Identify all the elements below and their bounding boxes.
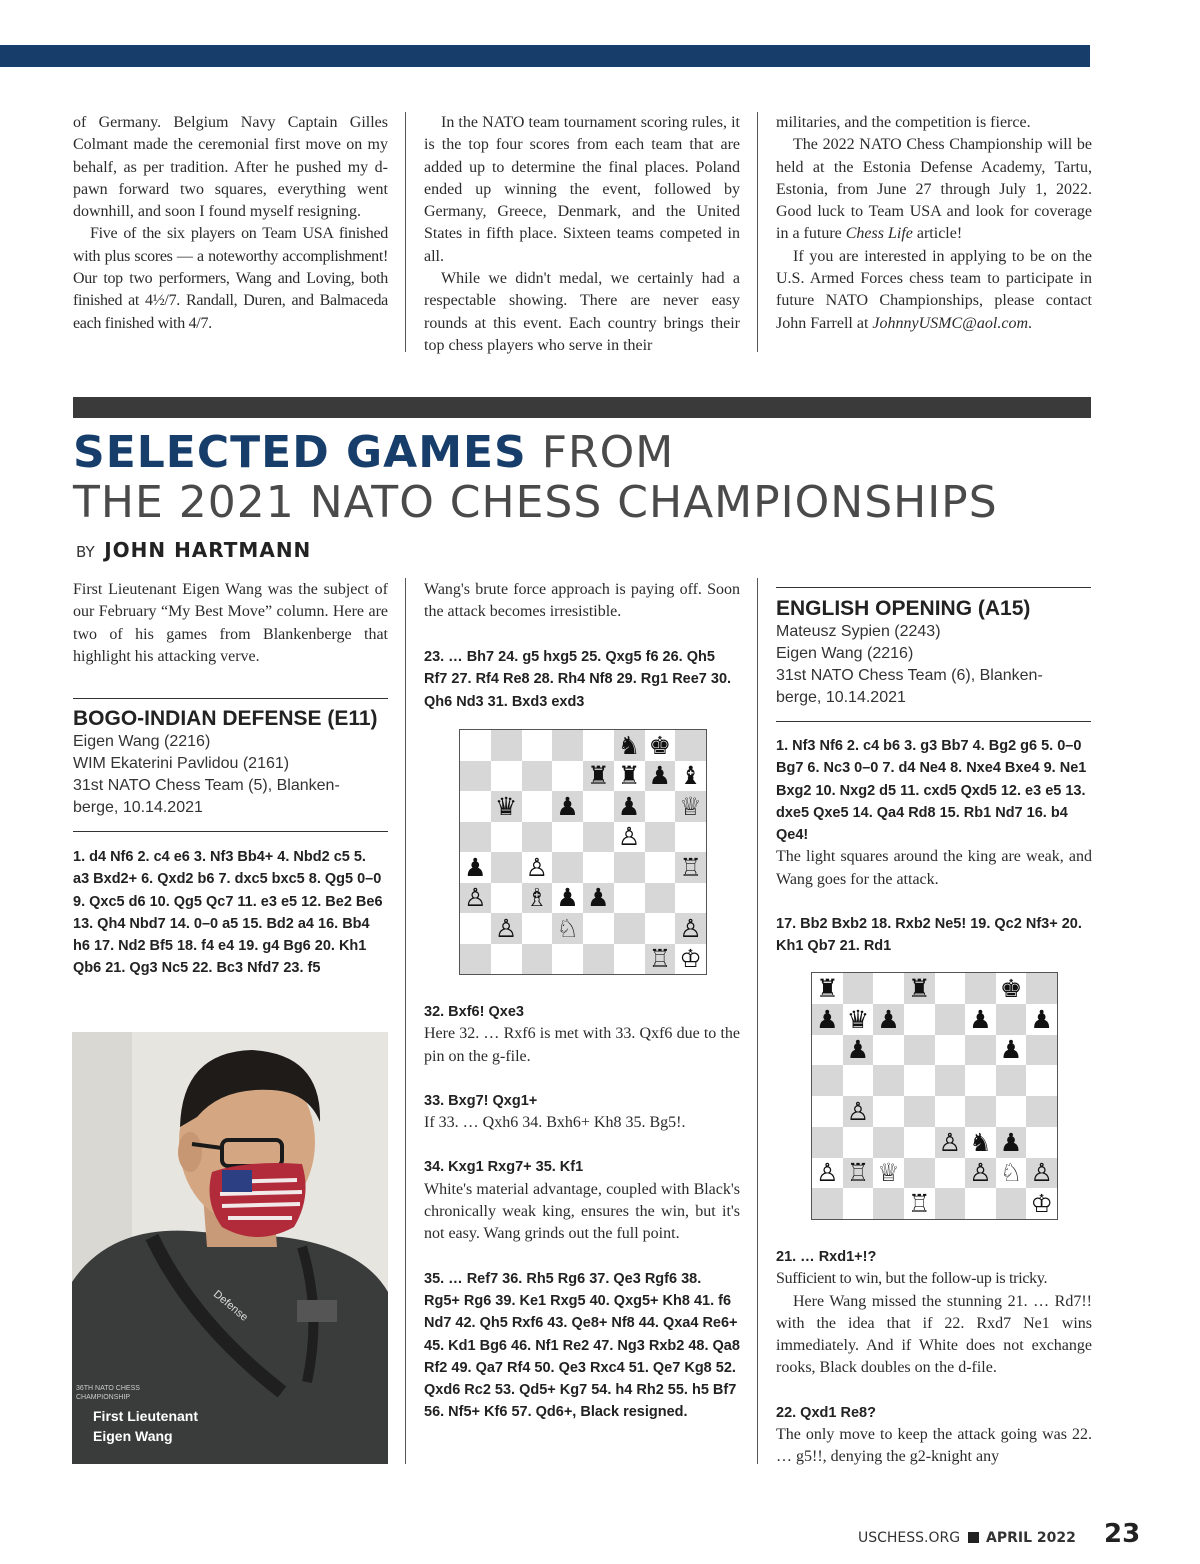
board-square	[996, 1188, 1027, 1219]
rule	[776, 587, 1091, 588]
board-square	[965, 1096, 996, 1127]
board-square	[583, 913, 614, 944]
board-square	[552, 822, 583, 853]
board-square	[965, 1035, 996, 1066]
photo-logo-text: 36TH NATO CHESS CHAMPIONSHIP	[76, 1385, 140, 1401]
board-square	[935, 1065, 966, 1096]
board-square	[996, 1035, 1027, 1066]
photo-caption: First Lieutenant Eigen Wang	[93, 1408, 199, 1444]
board-square	[614, 944, 645, 975]
board-square	[522, 852, 553, 883]
board-square	[1026, 1188, 1057, 1219]
issue-date: APRIL 2022	[986, 1530, 1076, 1546]
board-square	[583, 822, 614, 853]
black-rook-icon: ♜	[617, 761, 641, 791]
board-square	[552, 883, 583, 914]
column-divider	[757, 112, 758, 352]
board-square	[935, 973, 966, 1004]
board-square	[1026, 1096, 1057, 1127]
article-title: SELECTED GAMES FROM THE 2021 NATO CHESS CHAMPIONSHIPS	[73, 427, 998, 528]
rule	[776, 721, 1091, 722]
board-square	[873, 1158, 904, 1189]
black-bishop-icon: ♝	[679, 761, 702, 791]
board-square	[843, 1096, 874, 1127]
white-rook-icon: ♖	[846, 1158, 870, 1188]
game1-annotations	[424, 1001, 740, 1424]
board-square	[614, 822, 645, 853]
black-pawn-icon: ♟	[1030, 1004, 1053, 1034]
white-rook-icon: ♖	[907, 1189, 931, 1219]
board-square	[491, 944, 522, 975]
board-square	[904, 1127, 935, 1158]
paragraph: In the NATO team tournament scoring rules, it is the top four scores from each team that are added up to determine the final places. Poland ended up winning the event, followed by Germany, Greece, Denmark, and the United States in fifth place. Sixteen teams competed in all.	[424, 114, 740, 265]
board-square	[645, 730, 676, 761]
board-square	[522, 913, 553, 944]
intro-column-1	[73, 112, 388, 335]
board-square	[614, 913, 645, 944]
black-knight-icon: ♞	[617, 730, 641, 760]
chess-diagram-1	[459, 729, 707, 975]
game2-header	[776, 597, 1096, 709]
board-square	[812, 1127, 843, 1158]
game2-opening	[776, 735, 1092, 958]
board-square	[812, 1065, 843, 1096]
board-square	[460, 730, 491, 761]
board-square	[965, 1065, 996, 1096]
paragraph: militaries, and the competition is fierce.	[776, 114, 1031, 131]
white-pawn-icon: ♙	[816, 1158, 839, 1188]
black-knight-icon: ♞	[969, 1127, 992, 1157]
board-square	[645, 883, 676, 914]
board-square	[996, 973, 1027, 1004]
board-square	[614, 791, 645, 822]
white-rook-icon: ♖	[679, 852, 702, 882]
rule	[73, 698, 388, 699]
white-pawn-icon: ♙	[494, 913, 518, 943]
board-square	[675, 791, 706, 822]
board-square	[965, 1004, 996, 1035]
white-knight-icon: ♘	[999, 1158, 1023, 1188]
board-square	[491, 791, 522, 822]
event-info: berge, 10.14.2021	[73, 799, 203, 816]
annotation: The only move to keep the attack going was 22. … g5!!, denying the g2-knight any	[776, 1426, 1092, 1466]
paragraph: While we didn't medal, we certainly had a respectable showing. There are never easy rounds at this event. Each country brings their top chess players who serve in their	[424, 270, 740, 354]
black-pawn-icon: ♟	[556, 791, 579, 821]
board-square	[522, 791, 553, 822]
board-square	[843, 973, 874, 1004]
board-square	[491, 852, 522, 883]
board-square	[460, 761, 491, 792]
board-square	[904, 973, 935, 1004]
black-pawn-icon: ♟	[877, 1004, 900, 1034]
board-square	[460, 822, 491, 853]
board-square	[935, 1096, 966, 1127]
white-pawn-icon: ♙	[969, 1158, 992, 1188]
top-banner-bar	[0, 45, 1090, 67]
board-square	[843, 1127, 874, 1158]
board-square	[843, 1004, 874, 1035]
board-square	[522, 883, 553, 914]
event-info: berge, 10.14.2021	[776, 689, 906, 706]
board-square	[614, 852, 645, 883]
move-line: 34. Kxg1 Rxg7+ 35. Kf1	[424, 1159, 584, 1176]
board-square	[460, 852, 491, 883]
board-square	[996, 1158, 1027, 1189]
game1-header	[73, 707, 393, 819]
author-name: JOHN HARTMANN	[104, 538, 312, 562]
move-line: 17. Bb2 Bxb2 18. Rxb2 Ne5! 19. Qc2 Nf3+ 20. Kh1 Qb7 21. Rd1	[776, 916, 1082, 955]
move-line: 1. Nf3 Nf6 2. c4 b6 3. g3 Bb7 4. Bg2 g6 5. 0–0 Bg7 6. Nc3 0–0 7. d4 Ne4 8. Nxe4 Bxe4 9. Ne1 Bxg2 10. Nxg2 d5 11. cxd5 Qxd5 12. e3 e5 13. dxe5 Qxe5 14. Qa4 Rd8 15. Rb1 Nd7 16. b4 Qe4!	[776, 738, 1087, 844]
board-square	[491, 761, 522, 792]
white-king-icon: ♔	[679, 944, 702, 974]
board-square	[873, 1035, 904, 1066]
board-square	[904, 1096, 935, 1127]
board-square	[645, 913, 676, 944]
board-square	[522, 730, 553, 761]
chess-diagram-2	[811, 972, 1058, 1220]
board-square	[996, 1127, 1027, 1158]
board-square	[491, 822, 522, 853]
paragraph: First Lieutenant Eigen Wang was the subject of our February “My Best Move” column. Here are two of his games from Blankenberge that highlight his attacking verve.	[73, 581, 388, 665]
black-pawn-icon: ♟	[556, 883, 579, 913]
white-pawn-icon: ♙	[1030, 1158, 1053, 1188]
white-pawn-icon: ♙	[617, 822, 641, 852]
board-square	[675, 913, 706, 944]
annotation: If 33. … Qxh6 34. Bxh6+ Kh8 35. Bg5!.	[424, 1114, 686, 1132]
board-square	[965, 1127, 996, 1158]
paragraph: Five of the six players on Team USA finished with plus scores — a noteworthy accomplishment! Our top two performers, Wang and Loving, both finished at 4½/7. Randall, Duren, and Balmaceda each finished with 4/7.	[73, 225, 388, 332]
white-pawn-icon: ♙	[938, 1127, 962, 1157]
white-pawn-icon: ♙	[464, 883, 487, 913]
white-rook-icon: ♖	[648, 944, 672, 974]
square-bullet-icon	[968, 1532, 979, 1543]
board-square	[812, 1188, 843, 1219]
board-square	[1026, 1158, 1057, 1189]
section-divider-bar	[73, 397, 1091, 418]
board-square	[965, 973, 996, 1004]
board-square	[583, 730, 614, 761]
board-square	[614, 730, 645, 761]
board-square	[460, 791, 491, 822]
black-rook-icon: ♜	[907, 973, 931, 1003]
board-square	[522, 822, 553, 853]
board-square	[552, 791, 583, 822]
board-square	[873, 973, 904, 1004]
black-king-icon: ♚	[999, 973, 1023, 1003]
black-pawn-icon: ♟	[816, 1004, 839, 1034]
board-square	[583, 883, 614, 914]
black-player: Eigen Wang (2216)	[776, 645, 914, 662]
board-square	[1026, 973, 1057, 1004]
board-square	[675, 944, 706, 975]
board-square	[1026, 1127, 1057, 1158]
annotation: Here Wang missed the stunning 21. … Rd7!! with the idea that if 22. Rxd7 Ne1 wins immediately. And if White does not exchange rooks, Black doubles on the d-file.	[776, 1292, 1092, 1377]
black-queen-icon: ♛	[846, 1004, 870, 1034]
white-bishop-icon: ♗	[525, 883, 549, 913]
board-square	[935, 1035, 966, 1066]
board-square	[552, 944, 583, 975]
board-square	[675, 822, 706, 853]
black-pawn-icon: ♟	[587, 883, 610, 913]
board-square	[675, 761, 706, 792]
intro-column-2	[424, 112, 740, 357]
board-square	[873, 1065, 904, 1096]
board-square	[614, 761, 645, 792]
paragraph: If you are interested in applying to be on the U.S. Armed Forces chess team to participate in future NATO Championships, please contact John Farrell at JohnnyUSMC@aol.com.	[776, 247, 1092, 332]
board-square	[965, 1188, 996, 1219]
annotation: The light squares around the king are weak, and Wang goes for the attack.	[776, 848, 1092, 888]
byline: BY JOHN HARTMANN	[76, 538, 312, 562]
board-square	[904, 1188, 935, 1219]
white-pawn-icon: ♙	[679, 913, 702, 943]
board-square	[904, 1158, 935, 1189]
left-intro	[73, 579, 388, 668]
board-square	[965, 1158, 996, 1189]
email-link[interactable]: JohnnyUSMC@aol.com	[872, 314, 1028, 332]
white-queen-icon: ♕	[877, 1158, 900, 1188]
board-square	[873, 1096, 904, 1127]
white-player: Mateusz Sypien (2243)	[776, 623, 941, 640]
board-square	[675, 883, 706, 914]
board-square	[996, 1096, 1027, 1127]
board-square	[873, 1188, 904, 1219]
board-square	[935, 1188, 966, 1219]
black-pawn-icon: ♟	[999, 1127, 1023, 1157]
board-square	[873, 1127, 904, 1158]
board-square	[1026, 1035, 1057, 1066]
board-square	[583, 852, 614, 883]
board-square	[843, 1065, 874, 1096]
board-square	[935, 1158, 966, 1189]
annotation: Sufficient to win, but the follow-up is tricky.	[776, 1270, 1048, 1288]
black-pawn-icon: ♟	[969, 1004, 992, 1034]
board-square	[904, 1065, 935, 1096]
board-square	[491, 730, 522, 761]
black-rook-icon: ♜	[587, 761, 610, 791]
paragraph: The 2022 NATO Chess Championship will be held at the Estonia Defense Academy, Tartu, Estonia, from June 27 through July 1, 2022. Good luck to Team USA and look for coverage in a future Chess Life article!	[776, 136, 1092, 243]
board-square	[1026, 1065, 1057, 1096]
paragraph: of Germany. Belgium Navy Captain Gilles Colmant made the ceremonial first move on my behalf, as per tradition. After he pushed my d-pawn forward two squares, everything went downhill, and soon I found myself resigning.	[73, 114, 388, 221]
website-label: USCHESS.ORG	[858, 1530, 961, 1546]
board-square	[645, 761, 676, 792]
board-square	[843, 1188, 874, 1219]
white-king-icon: ♔	[1030, 1189, 1053, 1219]
column-divider	[405, 578, 406, 1464]
player-photo	[72, 1032, 388, 1464]
magazine-title: Chess Life	[845, 225, 913, 243]
board-square	[583, 944, 614, 975]
board-square	[812, 1096, 843, 1127]
event-info: 31st NATO Chess Team (6), Blanken-	[776, 667, 1043, 684]
white-player: Eigen Wang (2216)	[73, 733, 211, 750]
board-square	[675, 730, 706, 761]
board-square	[491, 883, 522, 914]
white-pawn-icon: ♙	[525, 852, 549, 882]
board-square	[904, 1004, 935, 1035]
board-square	[583, 791, 614, 822]
board-square	[873, 1004, 904, 1035]
board-square	[812, 1158, 843, 1189]
intro-column-3	[776, 112, 1092, 335]
game2-annotations	[776, 1246, 1092, 1469]
board-square	[522, 944, 553, 975]
board-square	[904, 1035, 935, 1066]
board-square	[843, 1035, 874, 1066]
white-pawn-icon: ♙	[846, 1096, 870, 1126]
board-square	[935, 1004, 966, 1035]
column-divider	[405, 112, 406, 352]
middle-intro	[424, 579, 740, 624]
board-square	[645, 852, 676, 883]
board-square	[996, 1065, 1027, 1096]
board-square	[812, 1035, 843, 1066]
board-square	[583, 761, 614, 792]
event-info: 31st NATO Chess Team (5), Blanken-	[73, 777, 340, 794]
black-king-icon: ♚	[648, 730, 672, 760]
white-queen-icon: ♕	[679, 791, 702, 821]
game1-moves: 1. d4 Nf6 2. c4 e6 3. Nf3 Bb4+ 4. Nbd2 c5 5. a3 Bxd2+ 6. Qxd2 b6 7. dxc5 bxc5 8. Qg5 0–0 9. Qxc5 d6 10. Qg5 Qc7 11. e3 e5 12. Be2 Be6 13. Qh4 Nbd7 14. 0–0 a5 15. Bd2 a4 16. Bb4 h6 17. Nd2 Bf5 18. f4 e4 19. g4 Bg6 20. Kh1 Qb6 21. Qg3 Nc5 22. Bc3 Nfd7 23. f5	[73, 849, 383, 977]
game1-moves-continued: 23. … Bh7 24. g5 hxg5 25. Qxg5 f6 26. Qh5 Rf7 27. Rf4 Re8 28. Rh4 Nf8 29. Rg1 Ree7 30. Qh6 Nd3 31. Bxd3 exd3	[424, 649, 732, 710]
board-square	[935, 1127, 966, 1158]
game-title: BOGO-INDIAN DEFENSE (E11)	[73, 707, 378, 730]
footer	[858, 1530, 1076, 1546]
board-square	[675, 852, 706, 883]
move-line: 35. … Ref7 36. Rh5 Rg6 37. Qe3 Rgf6 38. Rg5+ Rg6 39. Ke1 Rxg5 40. Qxg5+ Kh8 41. f6 Nd7 42. Qh5 Rxf6 43. Qe8+ Nf8 44. Qxa4 Re6+ 45. Kd1 Bg6 46. Nf1 Re2 47. Ng3 Rxb2 48. Qa8 Rf2 49. Qa7 Rf4 50. Qe3 Rxc4 51. Qe7 Kg8 52. Qxd6 Rc2 53. Qd5+ Kg7 54. h4 Rh2 55. h5 Bf7 56. Nf5+ Kf6 57. Qd6+, Black resigned.	[424, 1270, 740, 1421]
annotation: White's material advantage, coupled with Black's chronically weak king, ensures the win, but it's not easy. Wang grinds out the full point.	[424, 1180, 740, 1243]
board-square	[460, 944, 491, 975]
board-square	[1026, 1004, 1057, 1035]
board-square	[645, 822, 676, 853]
black-player: WIM Ekaterini Pavlidou (2161)	[73, 755, 290, 772]
annotation: Here 32. … Rxf6 is met with 33. Qxf6 due to the pin on the g-file.	[424, 1025, 740, 1065]
board-square	[843, 1158, 874, 1189]
black-pawn-icon: ♟	[464, 852, 487, 882]
column-divider	[757, 578, 758, 1464]
board-square	[460, 883, 491, 914]
board-square	[552, 730, 583, 761]
board-square	[552, 761, 583, 792]
game-title: ENGLISH OPENING (A15)	[776, 597, 1031, 620]
black-pawn-icon: ♟	[648, 761, 672, 791]
board-square	[812, 973, 843, 1004]
board-square	[645, 791, 676, 822]
board-square	[460, 913, 491, 944]
board-square	[552, 852, 583, 883]
black-pawn-icon: ♟	[617, 791, 641, 821]
rule	[73, 831, 388, 832]
board-square	[614, 883, 645, 914]
black-queen-icon: ♛	[494, 791, 518, 821]
photo-logo-text: Defense	[210, 1288, 251, 1324]
white-knight-icon: ♘	[556, 913, 579, 943]
move-line: 33. Bxg7! Qxg1+	[424, 1092, 538, 1109]
move-line: 22. Qxd1 Re8?	[776, 1404, 876, 1421]
black-pawn-icon: ♟	[846, 1035, 870, 1065]
board-square	[645, 944, 676, 975]
black-pawn-icon: ♟	[999, 1035, 1023, 1065]
page-number: 23	[1104, 1519, 1141, 1549]
black-rook-icon: ♜	[816, 973, 839, 1003]
move-line: 32. Bxf6! Qxe3	[424, 1004, 524, 1020]
board-square	[491, 913, 522, 944]
board-square	[552, 913, 583, 944]
board-square	[522, 761, 553, 792]
paragraph: Wang's brute force approach is paying off. Soon the attack becomes irresistible.	[424, 581, 740, 621]
board-square	[812, 1004, 843, 1035]
move-line: 21. … Rxd1+!?	[776, 1249, 877, 1265]
board-square	[996, 1004, 1027, 1035]
